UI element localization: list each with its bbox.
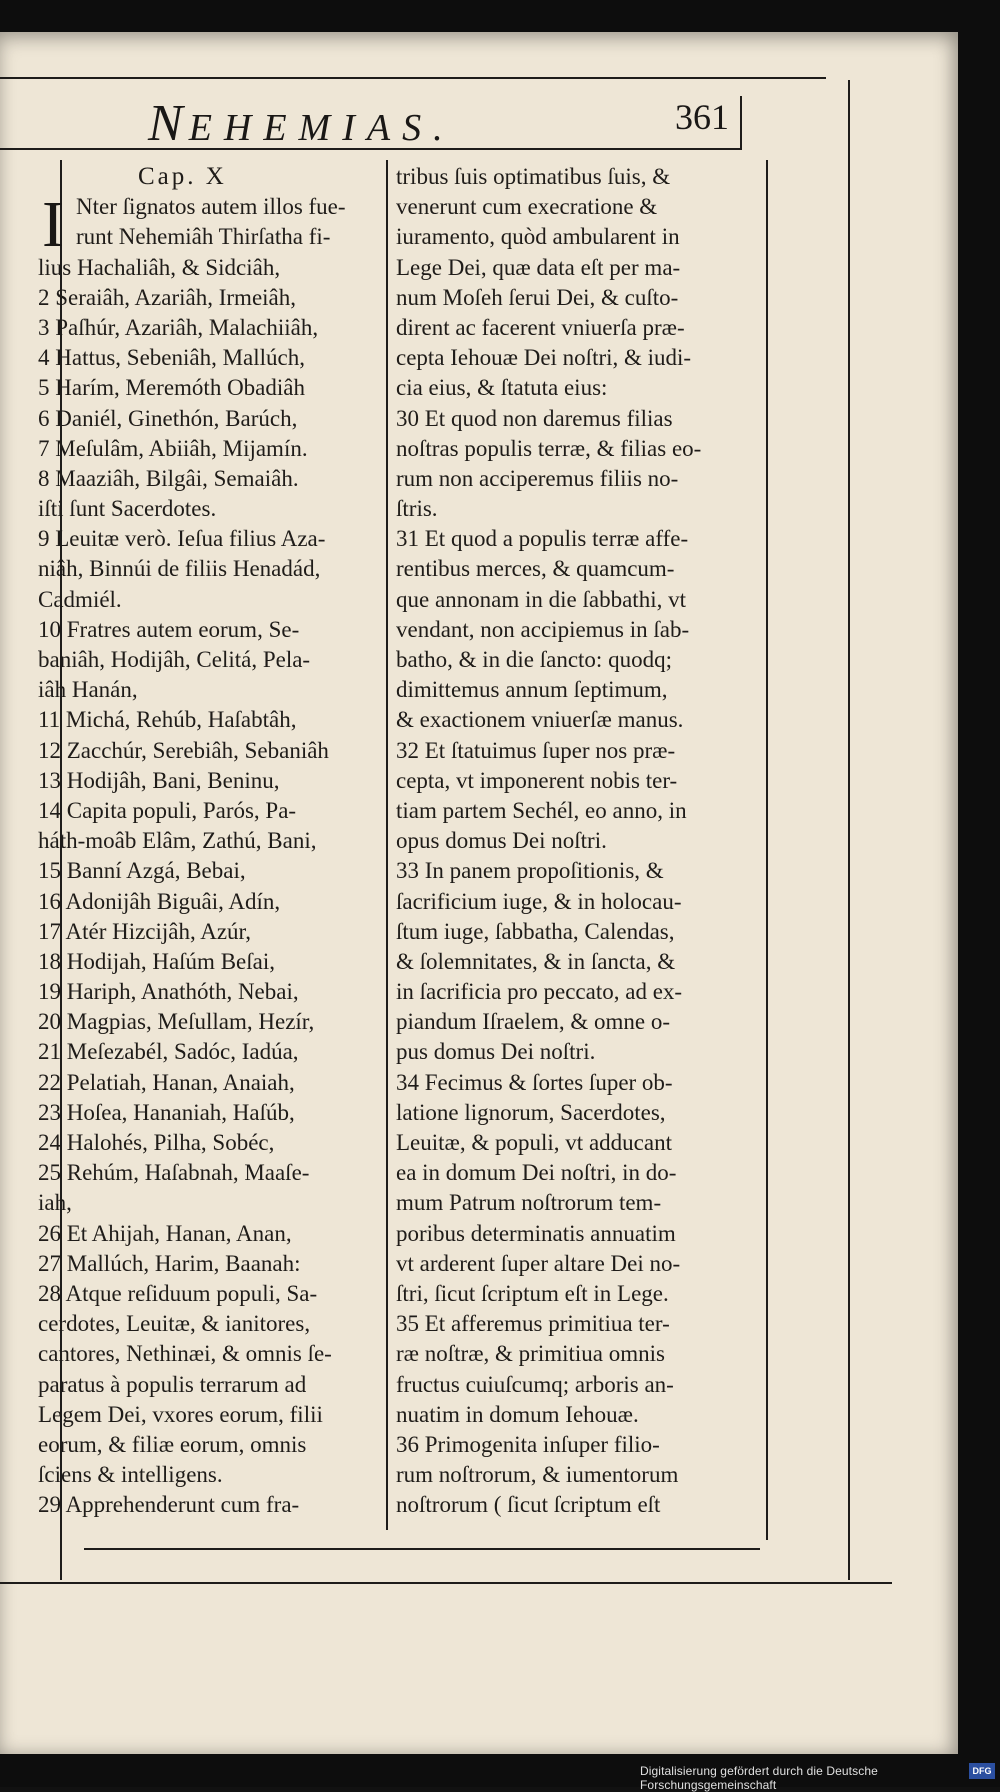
right-frame-rule <box>848 80 850 1580</box>
drop-cap: I <box>42 188 64 262</box>
text-line: 30 Et quod non daremus filias <box>396 405 673 431</box>
text-line: mum Patrum noſtrorum tem- <box>396 1190 662 1216</box>
text-line: baniâh, Hodijâh, Celitá, Pela- <box>38 647 311 672</box>
text-line: noſtras populis terræ, & filias eo- <box>396 435 702 461</box>
text-line: fructus cuiuſcumq; arboris an- <box>396 1371 674 1397</box>
text-line: 34 Fecimus & ſortes ſuper ob- <box>396 1069 673 1095</box>
page-number: 361 <box>675 97 729 137</box>
chapter-heading: Cap. X <box>138 163 227 190</box>
text-line: Leuitæ, & populi, vt adducant <box>396 1130 672 1155</box>
text-line: venerunt cum execratione & <box>396 194 658 220</box>
text-line: iuramento, quòd ambularent in <box>396 224 680 250</box>
text-line: tiam partem Sechél, eo anno, in <box>396 797 687 823</box>
text-line: 27 Mallúch, Harim, Baanah: <box>38 1250 301 1276</box>
running-title-rest: EHEMIAS. <box>188 107 455 149</box>
text-line: ſciens & intelligens. <box>38 1462 223 1488</box>
text-line: 11 Michá, Rehúb, Haſabtâh, <box>38 707 297 733</box>
dfg-logo-icon: DFG <box>969 1763 995 1779</box>
text-line: 3 Paſhúr, Azariâh, Malachiiâh, <box>38 314 319 340</box>
header-top-rule <box>0 77 826 79</box>
text-line: eorum, & filiæ eorum, omnis <box>38 1431 307 1457</box>
text-line: ſtri, ſicut ſcriptum eſt in Lege. <box>396 1280 669 1306</box>
text-line: ſtris. <box>396 496 438 522</box>
text-line: rum non acciperemus filiis no- <box>396 465 679 491</box>
text-line: 19 Hariph, Anathóth, Nebai, <box>38 979 299 1005</box>
text-line: poribus determinatis annuatim <box>396 1220 676 1246</box>
text-line: 4 Hattus, Sebeniâh, Mallúch, <box>38 345 306 371</box>
text-line: háth-moâb Elâm, Zathú, Bani, <box>38 828 317 854</box>
bottom-outer-rule <box>0 1582 892 1584</box>
text-line: ea in domum Dei noſtri, in do- <box>396 1160 677 1186</box>
text-line: Cadmiél. <box>38 586 122 612</box>
text-line: 10 Fratres autem eorum, Se- <box>38 616 300 642</box>
text-line: pus domus Dei noſtri. <box>396 1039 596 1065</box>
text-line: 18 Hodijah, Haſúm Beſai, <box>38 948 275 974</box>
right-lines <box>396 162 756 1520</box>
text-line: iah, <box>38 1190 72 1216</box>
text-line: iſti ſunt Sacerdotes. <box>38 496 217 522</box>
text-line: iâh Hanán, <box>38 677 138 703</box>
text-line: Lege Dei, quæ data eſt per ma- <box>396 254 681 280</box>
text-line: Nter ſignatos autem illos fue- <box>76 194 346 220</box>
text-line: 17 Atér Hizcijâh, Azúr, <box>38 918 252 944</box>
left-text-block <box>38 188 403 1520</box>
text-line: ſacrificium iuge, & in holocau- <box>396 888 682 914</box>
left-lines <box>38 188 403 1520</box>
text-line: niâh, Binnúi de filiis Henadád, <box>38 556 321 582</box>
text-line: 20 Magpias, Meſullam, Hezír, <box>38 1009 315 1035</box>
text-line: & exactionem vniuerſæ manus. <box>396 707 684 733</box>
text-line: cerdotes, Leuitæ, & ianitores, <box>38 1311 311 1337</box>
text-line: cepta, vt imponerent nobis ter- <box>396 767 678 793</box>
text-line: Legem Dei, vxores eorum, filii <box>38 1401 323 1427</box>
text-line: noſtrorum ( ſicut ſcriptum eſt <box>396 1492 661 1518</box>
text-line: rentibus merces, & quamcum- <box>396 556 675 582</box>
bottom-inner-rule <box>84 1548 760 1550</box>
text-line: 8 Maaziâh, Bilgâi, Semaiâh. <box>38 465 299 491</box>
text-line: 21 Meſezabél, Sadóc, Iadúa, <box>38 1039 299 1065</box>
text-line: tribus ſuis optimatibus ſuis, & <box>396 164 671 189</box>
text-line: opus domus Dei noſtri. <box>396 828 607 854</box>
text-line: 29 Apprehenderunt cum fra- <box>38 1492 300 1518</box>
text-line: 12 Zacchúr, Serebiâh, Sebaniâh <box>38 737 329 763</box>
text-line: 15 Banní Azgá, Bebai, <box>38 858 246 884</box>
text-line: 32 Et ſtatuimus ſuper nos præ- <box>396 737 676 763</box>
text-line: dirent ac facerent vniuerſa præ- <box>396 314 685 340</box>
text-line: 35 Et afferemus primitiua ter- <box>396 1311 670 1337</box>
text-line: 23 Hoſea, Hananiah, Haſúb, <box>38 1099 295 1125</box>
left-column <box>38 162 403 1520</box>
text-line: latione lignorum, Sacerdotes, <box>396 1099 666 1125</box>
text-line: cantores, Nethinæi, & omnis ſe- <box>38 1341 332 1367</box>
header-side-rule <box>740 96 742 150</box>
text-line: 36 Primogenita inſuper filio- <box>396 1431 660 1457</box>
text-line: 2 Seraiâh, Azariâh, Irmeiâh, <box>38 284 296 310</box>
text-line: 22 Pelatiah, Hanan, Anaiah, <box>38 1069 295 1095</box>
right-column-rule <box>766 160 768 1540</box>
text-line: 28 Atque reſiduum populi, Sa- <box>38 1280 318 1306</box>
text-line: paratus à populis terrarum ad <box>38 1371 307 1397</box>
text-line: 7 Meſulâm, Abiiâh, Mijamín. <box>38 435 308 461</box>
text-line: ſtum iuge, ſabbatha, Calendas, <box>396 918 675 944</box>
text-line: & ſolemnitates, & in ſancta, & <box>396 948 676 974</box>
text-line: nuatim in domum Iehouæ. <box>396 1401 639 1427</box>
text-line: 13 Hodijâh, Bani, Beninu, <box>38 767 280 793</box>
text-line: 6 Daniél, Ginethón, Barúch, <box>38 405 298 431</box>
running-title <box>148 94 455 153</box>
text-line: que annonam in die ſabbathi, vt <box>396 586 686 612</box>
text-line: runt Nehemiâh Thirſatha fi- <box>76 224 331 250</box>
text-line: batho, & in die ſancto: quodq; <box>396 647 672 672</box>
text-line: 26 Et Ahijah, Hanan, Anan, <box>38 1220 292 1246</box>
text-line: in ſacrificia pro peccato, ad ex- <box>396 979 683 1005</box>
text-line: vendant, non accipiemus in ſab- <box>396 616 690 642</box>
running-title-initial: N <box>148 95 189 152</box>
text-line: 33 In panem propoſitionis, & <box>396 858 664 884</box>
text-line: ræ noſtræ, & primitiua omnis <box>396 1341 665 1367</box>
text-line: lius Hachaliâh, & Sidciâh, <box>38 254 281 280</box>
text-line: piandum Iſraelem, & omne o- <box>396 1009 671 1035</box>
text-line: 14 Capita populi, Parós, Pa- <box>38 797 297 823</box>
text-line: 16 Adonijâh Biguâi, Adín, <box>38 888 281 914</box>
text-line: 24 Halohés, Pilha, Sobéc, <box>38 1130 275 1155</box>
text-line: dimittemus annum ſeptimum, <box>396 677 668 703</box>
text-line: 9 Leuitæ verò. Ieſua filius Aza- <box>38 526 326 552</box>
digitization-credit: Digitalisierung gefördert durch die Deutsche Forschungsgemeinschaft <box>640 1764 878 1792</box>
text-line: num Moſeh ſerui Dei, & cuſto- <box>396 284 679 310</box>
text-line: 31 Et quod a populis terræ affe- <box>396 526 689 552</box>
right-column <box>396 162 756 1520</box>
text-line: cepta Iehouæ Dei noſtri, & iudi- <box>396 345 692 371</box>
text-line: vt arderent ſuper altare Dei no- <box>396 1250 681 1276</box>
text-line: 25 Rehúm, Haſabnah, Maaſe- <box>38 1160 310 1186</box>
text-line: 5 Harím, Meremóth Obadiâh <box>38 375 305 401</box>
text-line: rum noſtrorum, & iumentorum <box>396 1462 679 1488</box>
text-line: cia eius, & ſtatuta eius: <box>396 375 608 401</box>
